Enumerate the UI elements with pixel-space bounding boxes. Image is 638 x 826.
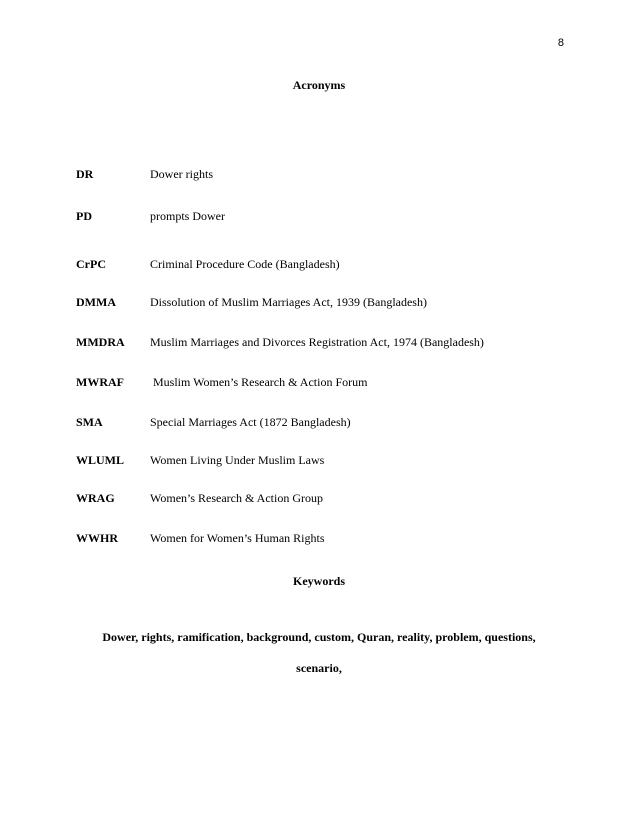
acronym-code: DR: [76, 167, 94, 181]
acronym-definition: Special Marriages Act (1872 Bangladesh): [150, 415, 351, 429]
acronym-code: SMA: [76, 415, 103, 429]
acronym-definition: Dissolution of Muslim Marriages Act, 1939 (Bangladesh): [150, 295, 427, 309]
acronym-code: CrPC: [76, 257, 106, 271]
acronym-code: WWHR: [76, 531, 118, 545]
acronym-code: WLUML: [76, 453, 124, 467]
acronym-definition: Criminal Procedure Code (Bangladesh): [150, 257, 340, 271]
acronym-code: MMDRA: [76, 335, 125, 349]
keywords-line: scenario,: [296, 661, 342, 675]
keywords-line: Dower, rights, ramification, background, custom, Quran, reality, problem, questions,: [102, 630, 536, 644]
acronyms-heading: Acronyms: [292, 78, 346, 92]
keywords-text: [0, 622, 638, 684]
page-number: 8: [557, 37, 564, 49]
acronym-code: MWRAF: [76, 375, 124, 389]
acronym-code: DMMA: [76, 295, 116, 309]
acronym-definition: Women’s Research & Action Group: [150, 491, 323, 505]
acronym-definition: Muslim Women’s Research & Action Forum: [150, 375, 368, 389]
acronym-code: PD: [76, 209, 92, 223]
acronym-definition: Women for Women’s Human Rights: [150, 531, 325, 545]
keywords-heading: Keywords: [293, 574, 345, 588]
acronym-definition: prompts Dower: [150, 209, 225, 223]
acronym-code: WRAG: [76, 491, 115, 505]
acronym-definition: Women Living Under Muslim Laws: [150, 453, 325, 467]
acronym-definition: Muslim Marriages and Divorces Registration Act, 1974 (Bangladesh): [150, 335, 484, 349]
acronym-definition: Dower rights: [150, 167, 213, 181]
